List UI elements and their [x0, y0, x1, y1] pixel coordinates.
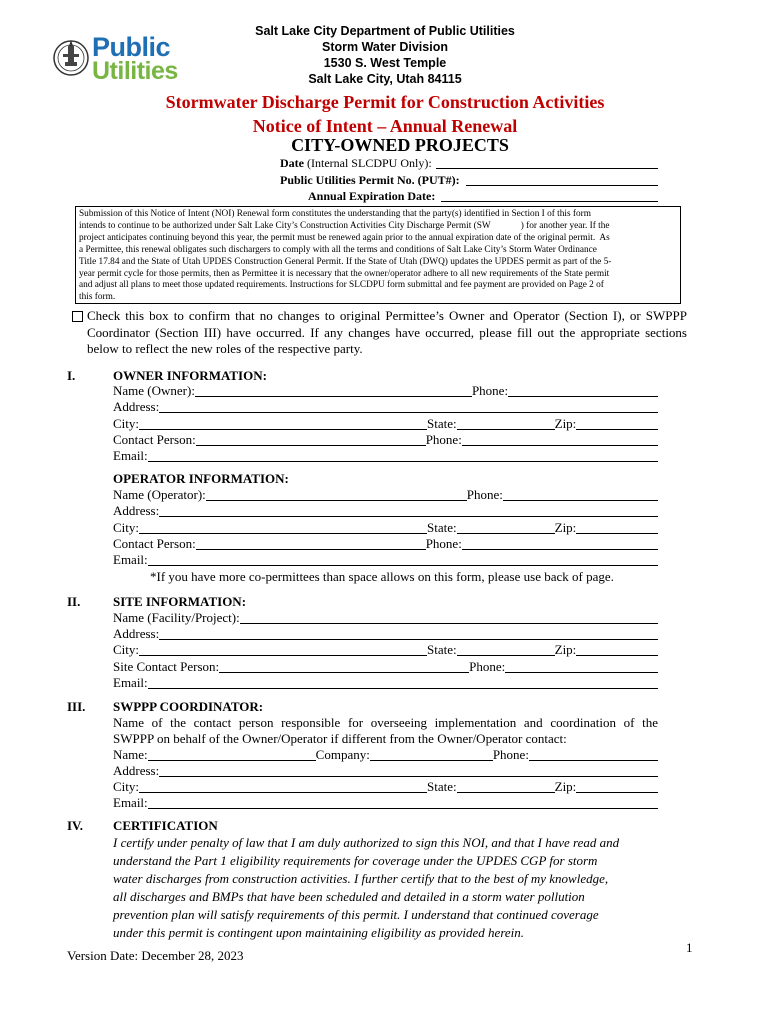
owner-address-field[interactable]: [159, 400, 658, 413]
section-2-number: II.: [67, 594, 81, 609]
owner-state-field[interactable]: [457, 417, 555, 430]
operator-city-field[interactable]: [139, 521, 427, 534]
cert-line: water discharges from construction activities. I further certify that to the best of my knowledge,: [113, 871, 609, 886]
swppp-name-label: Name:: [113, 747, 148, 762]
cert-line: understand the Part 1 eligibility requirements for coverage under the UPDES CGP for storm: [113, 853, 598, 868]
swppp-name-row: [113, 747, 658, 763]
owner-city-field[interactable]: [139, 417, 427, 430]
section-3-number: III.: [67, 699, 86, 714]
operator-contact-row: [113, 536, 658, 552]
operator-phone-label: Phone:: [466, 487, 503, 502]
intro-line: Title 17.84 and the State of Utah UPDES Construction General Permit. If the State of Utah (DWQ) updates the UPDES permit as part of the 5-: [79, 256, 612, 267]
operator-contact-phone-label: Phone:: [425, 536, 462, 551]
site-address-field[interactable]: [159, 627, 658, 640]
owner-contact-phone-field[interactable]: [462, 433, 658, 446]
swppp-email-label: Email:: [113, 795, 148, 810]
swppp-name-field[interactable]: [148, 748, 316, 761]
owner-address-row: [113, 399, 658, 415]
site-address-label: Address:: [113, 626, 160, 641]
form-title: Stormwater Discharge Permit for Construction Activities: [165, 92, 605, 112]
swppp-address-field[interactable]: [159, 764, 658, 777]
owner-city-label: City:: [113, 416, 140, 431]
operator-state-field[interactable]: [457, 521, 555, 534]
operator-email-field[interactable]: [148, 553, 658, 566]
form-subtitle: Notice of Intent – Annual Renewal: [252, 116, 518, 136]
owner-contact-label: Contact Person:: [113, 432, 196, 447]
site-email-row: [113, 675, 658, 691]
dept-address: 1530 S. West Temple: [323, 56, 447, 70]
permit-field[interactable]: [466, 173, 658, 186]
operator-contact-field[interactable]: [196, 537, 426, 550]
date-note: (Internal SLCDPU Only):: [304, 156, 432, 170]
dept-city: Salt Lake City, Utah 84115: [308, 72, 462, 86]
operator-zip-field[interactable]: [576, 521, 658, 534]
site-name-field[interactable]: [240, 611, 658, 624]
swppp-city-row: [113, 779, 658, 795]
operator-contact-label: Contact Person:: [113, 536, 196, 551]
swppp-company-field[interactable]: [370, 748, 493, 761]
site-phone-label: Phone:: [469, 659, 506, 674]
permit-label: Public Utilities Permit No. (PUT#):: [280, 173, 460, 187]
owner-email-field[interactable]: [148, 449, 658, 462]
city-seal-icon: [52, 32, 90, 84]
owner-city-row: [113, 416, 658, 432]
certification-text: [113, 834, 658, 942]
intro-box: [75, 206, 681, 304]
swppp-state-label: State:: [427, 779, 457, 794]
owner-zip-label: Zip:: [554, 416, 577, 431]
admin-expiration-row: [308, 188, 658, 204]
owner-phone-label: Phone:: [471, 383, 509, 398]
site-state-label: State:: [427, 642, 457, 657]
operator-address-field[interactable]: [159, 504, 658, 517]
logo: [52, 30, 187, 86]
page-number: 1: [686, 940, 693, 955]
site-email-field[interactable]: [148, 676, 658, 689]
operator-address-label: Address:: [113, 503, 160, 518]
site-name-label: Name (Facility/Project):: [113, 610, 240, 625]
admin-date-row: [280, 155, 658, 171]
cert-line: prevention plan will satisfy requirements of this permit. I understand that continued coverage: [113, 907, 599, 922]
operator-city-row: [113, 520, 658, 536]
certification-title: CERTIFICATION: [113, 818, 218, 833]
swppp-address-label: Address:: [113, 763, 160, 778]
owner-email-label: Email:: [113, 448, 148, 463]
version-date: Version Date: December 28, 2023: [67, 948, 244, 963]
swppp-phone-field[interactable]: [529, 748, 658, 761]
logo-text-public: Public: [92, 32, 171, 62]
expiration-label: Annual Expiration Date:: [308, 189, 436, 203]
operator-name-field[interactable]: [206, 488, 467, 501]
intro-line: year permit cycle for those permits, then as Permittee it is necessary that the owner/operator adhere to all new requirements of the State permit: [79, 268, 610, 279]
swppp-company-label: Company:: [315, 747, 370, 762]
operator-email-row: [113, 552, 658, 568]
site-email-label: Email:: [113, 675, 148, 690]
site-name-row: [113, 610, 658, 626]
no-changes-checkbox[interactable]: [72, 311, 83, 322]
owner-name-row: [113, 383, 658, 399]
owner-name-field[interactable]: [195, 384, 472, 397]
checkbox-text: Check this box to confirm that no changes to original Permittee’s Owner and Operator (Section I), or SWPPP Coordinator (Section III) have occurred. If any changes have occurred, please fill out the appropriate sections below to reflect the new roles of the respective party.: [87, 308, 687, 356]
admin-permit-row: [280, 172, 658, 188]
operator-zip-label: Zip:: [554, 520, 577, 535]
date-field[interactable]: [436, 156, 658, 169]
swppp-email-field[interactable]: [148, 796, 658, 809]
owner-name-label: Name (Owner):: [113, 383, 195, 398]
site-contact-field[interactable]: [219, 660, 469, 673]
swppp-phone-label: Phone:: [492, 747, 529, 762]
date-label: Date: [280, 156, 304, 170]
site-state-field[interactable]: [457, 643, 555, 656]
operator-email-label: Email:: [113, 552, 148, 567]
operator-city-label: City:: [113, 520, 140, 535]
section-4-number: IV.: [67, 818, 84, 833]
owner-zip-field[interactable]: [576, 417, 658, 430]
project-type-title: CITY-OWNED PROJECTS: [291, 135, 509, 155]
section-1-number: I.: [67, 368, 76, 383]
owner-contact-field[interactable]: [196, 433, 426, 446]
co-permittee-note: *If you have more co-permittees than space allows on this form, please use back of page.: [150, 569, 614, 584]
cert-line: under this permit is contingent upon maintaining eligibility as provided herein.: [113, 925, 525, 940]
swppp-desc-line2: SWPPP on behalf of the Owner/Operator if different from the Owner/Operator contact:: [113, 731, 567, 746]
cert-line: all discharges and BMPs that have been scheduled and detailed in a storm water pollution: [113, 889, 585, 904]
swppp-email-row: [113, 795, 658, 811]
site-zip-field[interactable]: [576, 643, 658, 656]
site-contact-label: Site Contact Person:: [113, 659, 220, 674]
owner-info-title: OWNER INFORMATION:: [113, 368, 267, 383]
site-zip-label: Zip:: [554, 642, 577, 657]
operator-name-label: Name (Operator):: [113, 487, 206, 502]
division-name: Storm Water Division: [322, 40, 448, 54]
owner-contact-phone-label: Phone:: [425, 432, 462, 447]
operator-address-row: [113, 503, 658, 519]
operator-contact-phone-field[interactable]: [462, 537, 658, 550]
intro-line: this form.: [79, 292, 116, 303]
expiration-field[interactable]: [441, 189, 658, 202]
swppp-city-label: City:: [113, 779, 140, 794]
operator-info-title: OPERATOR INFORMATION:: [113, 471, 289, 486]
site-city-label: City:: [113, 642, 140, 657]
intro-line: and adjust all plans to meet those updated requirements. Instructions for SLCDPU form submittal and fee payment are provided on Page 2 of: [79, 280, 604, 291]
site-info-title: SITE INFORMATION:: [113, 594, 247, 609]
swppp-desc-line1: Name of the contact person responsible for overseeing implementation and coordination of the: [113, 715, 658, 730]
operator-state-label: State:: [427, 520, 457, 535]
operator-phone-field[interactable]: [503, 488, 658, 501]
site-address-row: [113, 626, 658, 642]
intro-line: Submission of this Notice of Intent (NOI) Renewal form constitutes the understanding that the party(s) identified in Section I of this form: [79, 209, 592, 219]
swppp-zip-field[interactable]: [576, 780, 658, 793]
site-phone-field[interactable]: [505, 660, 658, 673]
dept-name: Salt Lake City Department of Public Utilities: [255, 24, 515, 38]
swppp-zip-label: Zip:: [554, 779, 577, 794]
swppp-title: SWPPP COORDINATOR:: [113, 699, 264, 714]
owner-contact-row: [113, 432, 658, 448]
owner-phone-field[interactable]: [508, 384, 658, 397]
intro-line: project anticipates continuing beyond this year, the permit must be renewed again prior to the annual expiration date of the original permit. As: [79, 232, 610, 243]
owner-state-label: State:: [427, 416, 457, 431]
owner-address-label: Address:: [113, 399, 160, 414]
operator-name-row: [113, 487, 658, 503]
site-contact-row: [113, 659, 658, 675]
intro-line: intends to continue to be authorized under Salt Lake City’s Construction Activities City Discharge Permit (SW ) for another year. If the: [79, 220, 610, 231]
swppp-address-row: [113, 763, 658, 779]
intro-line: a Permittee, this renewal obligates such dischargers to comply with all the terms and conditions of Salt Lake City’s Storm Water Ordinance: [79, 244, 597, 255]
logo-text-utilities: Utilities: [92, 57, 178, 85]
owner-email-row: [113, 448, 658, 464]
site-city-field[interactable]: [139, 643, 427, 656]
cert-line: I certify under penalty of law that I am duly authorized to sign this NOI, and that I have read and: [113, 835, 620, 850]
site-city-row: [113, 642, 658, 658]
swppp-state-field[interactable]: [457, 780, 555, 793]
swppp-city-field[interactable]: [139, 780, 427, 793]
